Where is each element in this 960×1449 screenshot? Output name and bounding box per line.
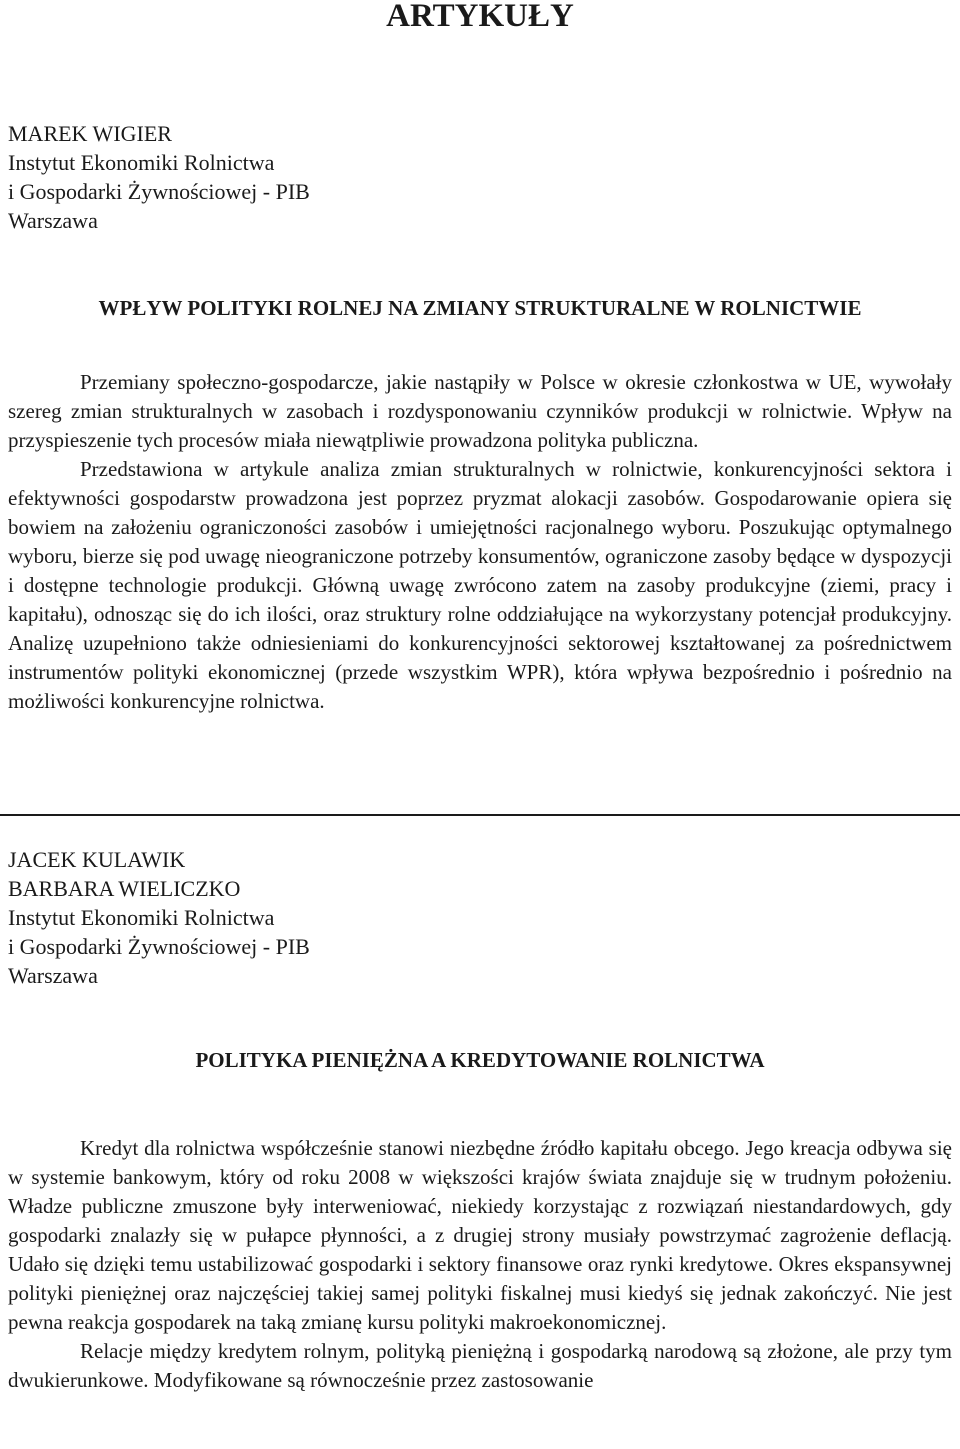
abstract-paragraph: Kredyt dla rolnictwa współcześnie stanowi niezbędne źródło kapitału obcego. Jego kreacja odbywa się w systemie bankowym, który od roku 2008 w większości krajów świata znajduje się w trudnym położeniu. Władze publiczne zmuszone były interweniować, niekiedy korzystając z rozwiązań niestandardowych, gdy gospodarki znalazły się w pułapce płynności, a z drugiej strony musiały powstrzymać zagrożenie deflacją. Udało się dzięki temu ustabilizować gospodarki i sektory finansowe oraz rynki kredytowe. Okres ekspansywnej polityki pieniężnej oraz najczęściej takiej samej polityki fiskalnej musi kiedyś się jednak zakończyć. Nie jest pewna reakcja gospodarek na taką zmianę kursu polityki makroekonomicznej. (8, 1136, 952, 1334)
abstract-paragraph: Przemiany społeczno-gospodarcze, jakie nastąpiły w Polsce w okresie członkostwa w UE, wywołały szereg zmian strukturalnych w zasobach i rozdysponowaniu czynników produkcji w rolnictwie. Wpływ na przyspieszenie tych procesów miała niewątpliwie prowadzona polityka publiczna. (8, 370, 952, 452)
affiliation-line: Instytut Ekonomiki Rolnictwa (8, 150, 275, 175)
article-1-title: WPŁYW POLITYKI ROLNEJ NA ZMIANY STRUKTURALNE W ROLNICTWIE (98, 296, 862, 320)
author-name: BARBARA WIELICZKO (8, 876, 241, 901)
article-1-abstract (8, 368, 952, 716)
author-name: MAREK WIGIER (8, 121, 172, 146)
article-2-title: POLITYKA PIENIĘŻNA A KREDYTOWANIE ROLNICTWA (195, 1048, 765, 1072)
abstract-paragraph: Przedstawiona w artykule analiza zmian strukturalnych w rolnictwie, konkurencyjności sektora i efektywności gospodarstw prowadzona jest poprzez pryzmat alokacji zasobów. Gospodarowanie opiera się bowiem na założeniu ograniczoności zasobów i umiejętności racjonalnego wyboru. Poszukując optymalnego wyboru, bierze się pod uwagę nieograniczone potrzeby konsumentów, ograniczone zasoby będące w dyspozycji i dostępne technologie produkcji. Główną uwagę zwrócono zatem na zasoby produkcyjne (ziemi, pracy i kapitału), odnosząc się do ich ilości, oraz struktury rolne oddziałujące na wykorzystany potencjał produkcyjny. Analizę uzupełniono także odniesieniami do konkurencyjności sektorowej kształtowanej za pośrednictwem instrumentów polityki ekonomicznej (przede wszystkim WPR), która wpływa bezpośrednio i pośrednio na możliwości konkurencyjne rolnictwa. (8, 457, 952, 713)
affiliation-line: i Gospodarki Żywnościowej - PIB (8, 179, 310, 204)
abstract-paragraph: Relacje między kredytem rolnym, polityką pieniężną i gospodarką narodową są złożone, ale przy tym dwukierunkowe. Modyfikowane są równocześnie przez zastosowanie (8, 1339, 952, 1392)
section-title: ARTYKUŁY (386, 0, 574, 34)
author-name: JACEK KULAWIK (8, 847, 186, 872)
article-2-abstract (8, 1134, 952, 1395)
affiliation-city: Warszawa (8, 963, 98, 988)
article-2-byline (8, 845, 310, 990)
affiliation-line: i Gospodarki Żywnościowej - PIB (8, 934, 310, 959)
section-divider (0, 814, 960, 816)
affiliation-line: Instytut Ekonomiki Rolnictwa (8, 905, 275, 930)
article-1-byline (8, 119, 310, 235)
affiliation-city: Warszawa (8, 208, 98, 233)
